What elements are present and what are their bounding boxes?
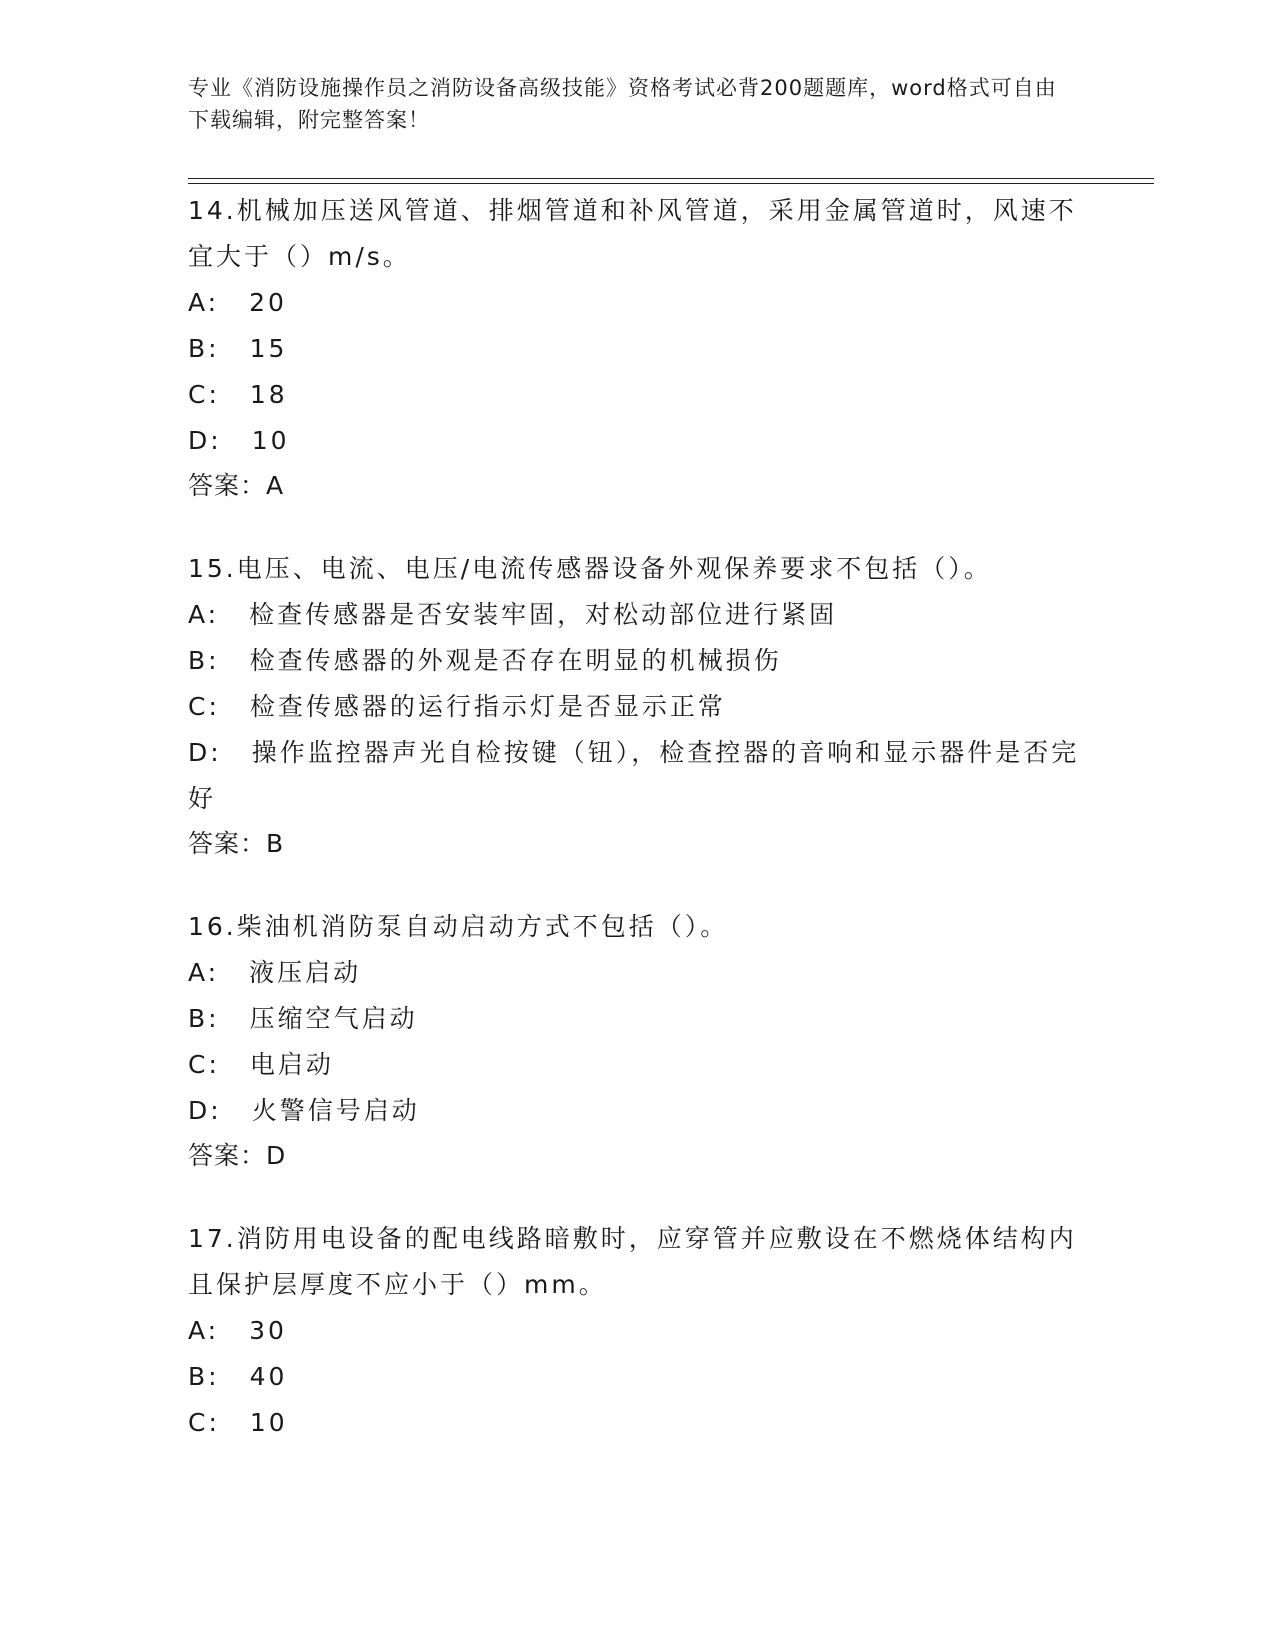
- question-number: 16.: [188, 912, 237, 941]
- answer-label: 答案：: [188, 471, 267, 500]
- answer-line: [188, 822, 1088, 866]
- answer-line: [188, 464, 1088, 508]
- option-text: 40: [249, 1362, 288, 1391]
- option-text: 10: [251, 426, 290, 455]
- option-d: [188, 730, 1088, 822]
- option-letter: A:: [188, 1316, 220, 1345]
- option-text: 电启动: [249, 1050, 334, 1079]
- option-a: [188, 592, 1088, 638]
- question-number: 14.: [188, 196, 237, 225]
- option-b: [188, 996, 1088, 1042]
- question-text: [188, 1216, 1088, 1308]
- option-text: 检查传感器是否安装牢固，对松动部位进行紧固: [249, 600, 838, 629]
- option-letter: C:: [188, 692, 220, 721]
- option-b: [188, 1354, 1088, 1400]
- option-letter: C:: [188, 1050, 220, 1079]
- header-text: 专业《消防设施操作员之消防设备高级技能》资格考试必背200题题库，word格式可自由下载编辑，附完整答案！: [188, 76, 1057, 132]
- option-c: [188, 684, 1088, 730]
- option-letter: B:: [188, 646, 220, 675]
- option-c: [188, 1400, 1088, 1446]
- question-text: [188, 188, 1088, 280]
- option-letter: A:: [188, 958, 220, 987]
- header-divider-bottom: [188, 183, 1154, 184]
- option-text: 20: [249, 288, 287, 317]
- question-stem: 电压、电流、电压/电流传感器设备外观保养要求不包括（）。: [236, 554, 992, 583]
- question-text: [188, 904, 1088, 950]
- option-text: 液压启动: [249, 958, 362, 987]
- option-a: [188, 950, 1088, 996]
- option-text: 10: [249, 1408, 288, 1437]
- question-list: [188, 188, 1088, 1484]
- option-text: 操作监控器声光自检按键（钮），检查控器的音响和显示器件是否完好: [188, 738, 1080, 813]
- question-text: [188, 546, 1088, 592]
- question-stem: 消防用电设备的配电线路暗敷时，应穿管并应敷设在不燃烧体结构内且保护层厚度不应小于（）mm。: [188, 1224, 1077, 1299]
- question-16: [188, 904, 1088, 1178]
- option-text: 火警信号启动: [251, 1096, 420, 1125]
- option-b: [188, 638, 1088, 684]
- answer-label: 答案：: [188, 829, 267, 858]
- option-letter: D:: [188, 738, 222, 767]
- question-number: 15.: [188, 554, 237, 583]
- document-header: [188, 72, 1068, 136]
- header-divider-top: [188, 178, 1154, 179]
- answer-value: D: [266, 1141, 286, 1170]
- option-letter: B:: [188, 1004, 220, 1033]
- answer-value: B: [266, 829, 284, 858]
- option-text: 15: [249, 334, 288, 363]
- answer-value: A: [266, 471, 284, 500]
- option-letter: A:: [188, 600, 220, 629]
- option-a: [188, 1308, 1088, 1354]
- question-number: 17.: [188, 1224, 237, 1253]
- option-letter: D:: [188, 1096, 222, 1125]
- question-17: [188, 1216, 1088, 1446]
- answer-line: [188, 1134, 1088, 1178]
- option-d: [188, 1088, 1088, 1134]
- option-text: 18: [249, 380, 288, 409]
- question-14: [188, 188, 1088, 508]
- option-c: [188, 372, 1088, 418]
- option-c: [188, 1042, 1088, 1088]
- option-letter: B:: [188, 1362, 220, 1391]
- option-letter: D:: [188, 426, 222, 455]
- option-text: 压缩空气启动: [249, 1004, 418, 1033]
- option-letter: A:: [188, 288, 220, 317]
- option-text: 检查传感器的运行指示灯是否显示正常: [249, 692, 726, 721]
- answer-label: 答案：: [188, 1141, 267, 1170]
- question-stem: 柴油机消防泵自动启动方式不包括（）。: [236, 912, 729, 941]
- option-text: 30: [249, 1316, 287, 1345]
- question-15: [188, 546, 1088, 866]
- option-letter: C:: [188, 380, 220, 409]
- option-b: [188, 326, 1088, 372]
- option-letter: C:: [188, 1408, 220, 1437]
- option-d: [188, 418, 1088, 464]
- option-letter: B:: [188, 334, 220, 363]
- option-text: 检查传感器的外观是否存在明显的机械损伤: [249, 646, 782, 675]
- option-a: [188, 280, 1088, 326]
- question-stem: 机械加压送风管道、排烟管道和补风管道，采用金属管道时，风速不宜大于（）m/s。: [188, 196, 1077, 271]
